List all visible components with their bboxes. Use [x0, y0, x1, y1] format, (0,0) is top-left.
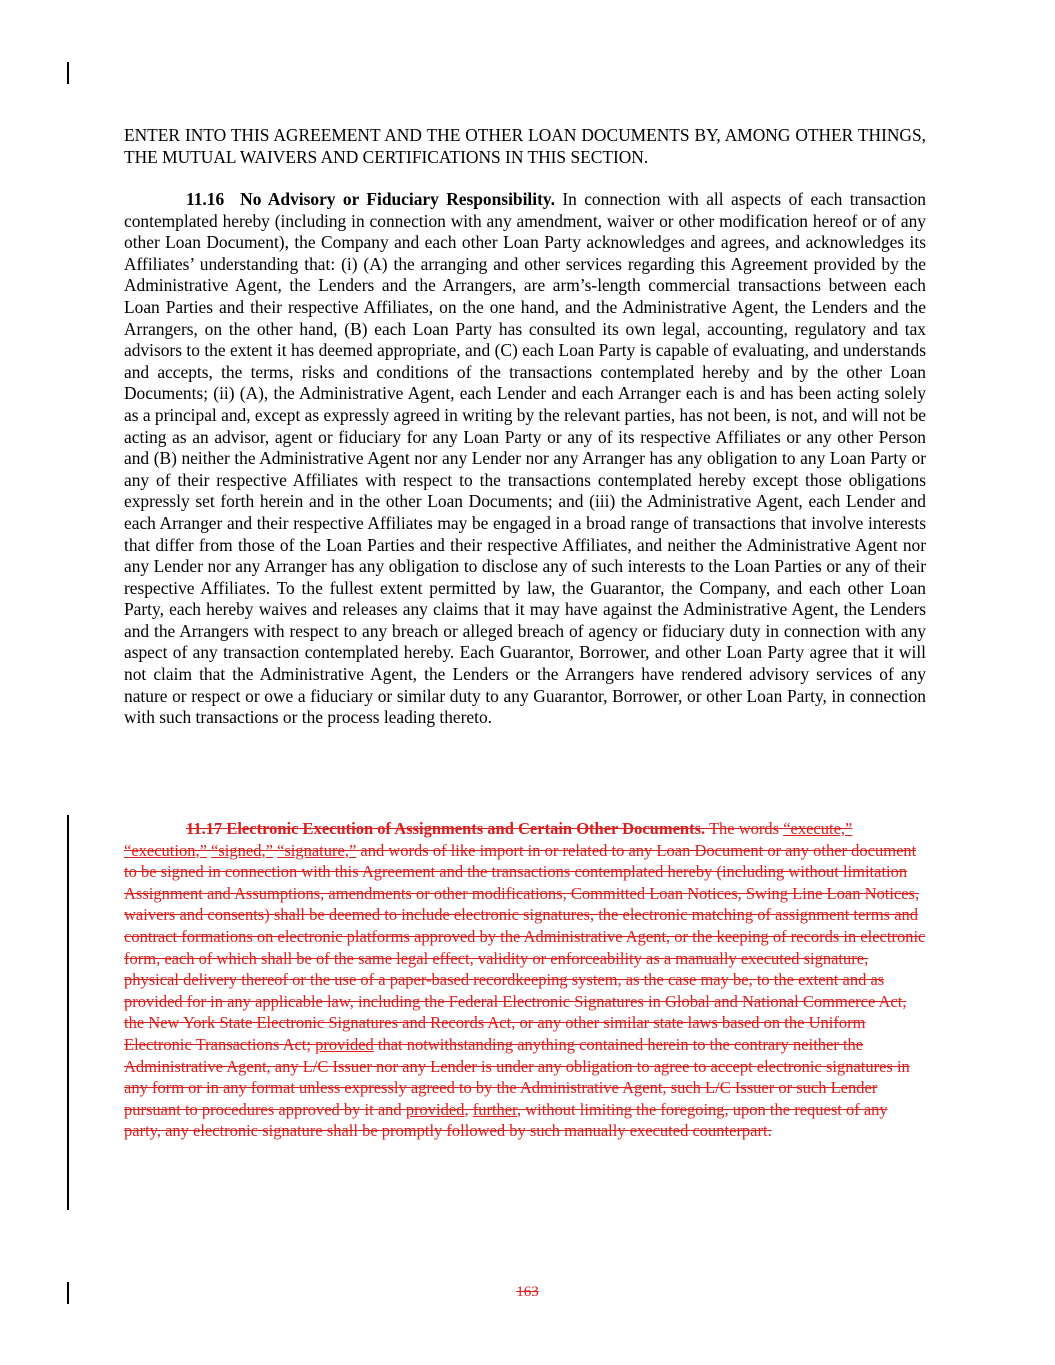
term-execute: “execute,”	[783, 819, 853, 838]
section-11-17-deleted-paragraph	[124, 818, 926, 1142]
comma: ,	[464, 1099, 473, 1119]
term-execution: “execution,”	[124, 840, 207, 860]
section-11-16-title: No Advisory or Fiduciary Responsibility.	[240, 189, 555, 209]
intro-paragraph	[124, 125, 926, 168]
change-bar-deleted-section	[67, 815, 69, 1210]
section-11-17-body-start: The words	[705, 819, 784, 838]
section-11-17-number: 11.17	[186, 819, 223, 838]
term-further: further	[472, 1099, 517, 1119]
term-provided: provided	[315, 1034, 374, 1054]
change-bar-top	[67, 62, 69, 84]
section-11-16-number: 11.16	[186, 189, 225, 209]
intro-text: ENTER INTO THIS AGREEMENT AND THE OTHER LOAN DOCUMENTS BY, AMONG OTHER THINGS, THE MUTUAL WAIVERS AND CERTIFICATIONS IN THIS SECTION.	[124, 125, 926, 167]
term-provided-2: provided	[405, 1099, 465, 1119]
section-11-17-body-mid: and words of like import in or related to any Loan Document or any other document to be signed in connection with this Agreement and the transactions contemplated hereby (including without limitation Assignment and Assumptions, amendments or other modifications, Committed Loan Notices, Swing Line Loan Notices, waivers and consents) shall be deemed to include electronic signatures, the electronic matching of assignment terms and contract formations on electronic platforms approved by the Administrative Agent, or the keeping of records in electronic form, each of which shall be of the same legal effect, validity or enforceability as a manually executed signature, physical delivery thereof or the use of a paper-based recordkeeping system, as the case may be, to the extent and as provided for in any applicable law, including the Federal Electronic Signatures in Global and National Commerce Act, the New York State Electronic Signatures and Records Act, or any other similar state laws based on the Uniform Electronic Transactions Act;	[124, 840, 926, 1054]
term-signed: “signed,”	[211, 840, 273, 860]
section-11-17-body-after-provided: that notwithstanding anything contained herein to the contrary neither the Administrative Agent, any L/C Issuer nor any Lender is under any obligation to agree to accept electronic signatures in any form or in any format unless expressly agreed to by the Administrative Agent, such L/C Issuer or such Lender pursuant to procedures approved by it and	[124, 1034, 910, 1119]
term-signature: “signature,”	[277, 840, 357, 860]
page-number: 163	[516, 1284, 539, 1300]
section-11-17-title: Electronic Execution of Assignments and Certain Other Documents.	[226, 819, 706, 838]
section-11-16-paragraph	[124, 189, 926, 729]
section-11-16-body: In connection with all aspects of each transaction contemplated hereby (including in connection with any amendment, waiver or other modification hereof or of any other Loan Document), the Company and each other Loan Party acknowledges and agrees, and acknowledges its Affiliates’ understanding that: (i) (A) the arranging and other services regarding this Agreement provided by the Administrative Agent, the Lenders and the Arrangers, are arm’s-length commercial transactions between each Loan Parties and their respective Affiliates, on the one hand, and the Administrative Agent, the Lenders and the Arrangers, on the other hand, (B) each Loan Party has consulted its own legal, accounting, regulatory and tax advisors to the extent it has deemed appropriate, and (C) each Loan Party is capable of evaluating, and understands and accepts, the terms, risks and conditions of the transactions contemplated hereby and by the other Loan Documents; (ii) (A), the Administrative Agent, each Lender and each Arranger each is and has been acting solely as a principal and, except as expressly agreed in writing by the relevant parties, has not been, is not, and will not be acting as an advisor, agent or fiduciary for any Loan Party or any of its respective Affiliates or any other Person and (B) neither the Administrative Agent nor any Lender nor any Arranger has any obligation to any Loan Party or any of their respective Affiliates with respect to the transactions contemplated hereby except those obligations expressly set forth herein and in the other Loan Documents; and (iii) the Administrative Agent, each Lender and each Arranger and their respective Affiliates may be engaged in a broad range of transactions that involve interests that differ from those of the Loan Parties and their respective Affiliates, and neither the Administrative Agent nor any Lender nor any Arranger has any obligation to disclose any of such interests to the Loan Parties or any of their respective Affiliates. To the fullest extent permitted by law, the Guarantor, the Company, and each other Loan Party, each hereby waives and releases any claims that it may have against the Administrative Agent, the Lenders and the Arrangers with respect to any breach or alleged breach of agency or fiduciary duty in connection with any aspect of any transaction contemplated hereby. Each Guarantor, Borrower, and other Loan Party agree that it will not claim that the Administrative Agent, the Lenders or the Arrangers have rendered advisory services of any nature or respect or owe a fiduciary or similar duty to any Guarantor, Borrower, or other Loan Party, in connection with such transactions or the process leading thereto.	[124, 189, 927, 728]
section-11-17-body-end: , without limiting the foregoing, upon the request of any party, any electronic signature shall be promptly followed by such manually executed counterpart.	[124, 1099, 888, 1141]
